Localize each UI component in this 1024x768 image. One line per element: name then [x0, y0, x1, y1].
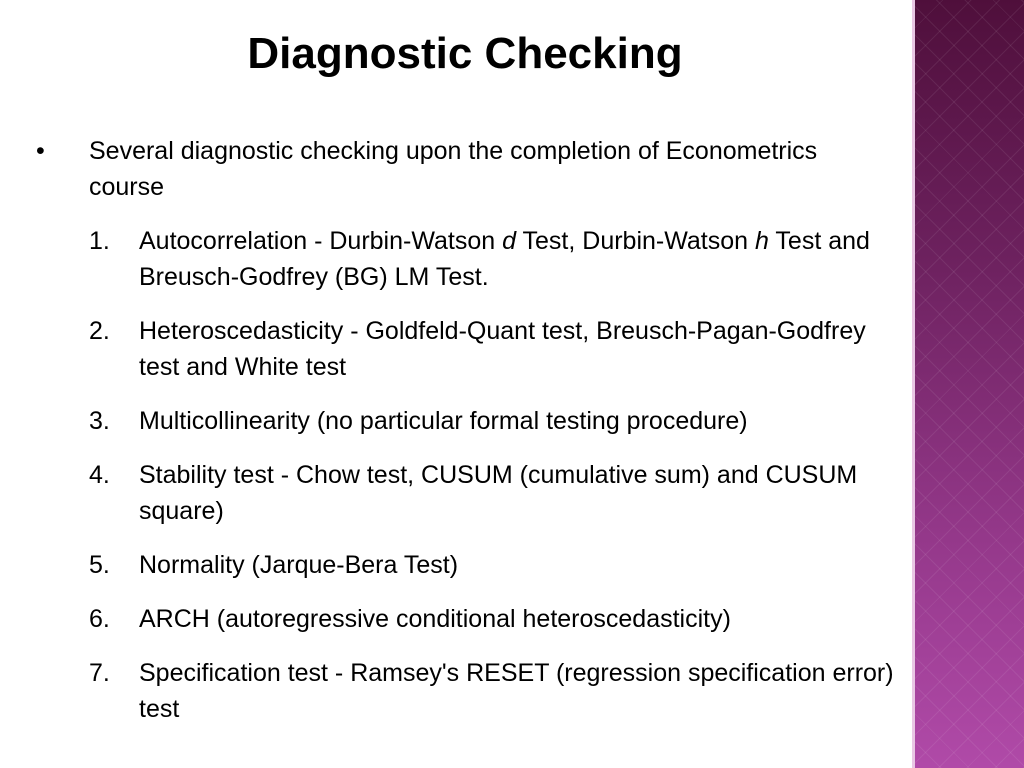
list-item-number: 5. — [89, 551, 110, 579]
list-item-text: Normality (Jarque-Bera Test) — [139, 551, 459, 579]
list-item-text: Multicollinearity (no particular formal testing procedure) — [139, 407, 748, 435]
list-item-text: Heteroscedasticity - Goldfeld-Quant test, Breusch-Pagan-Godfrey test and White test — [139, 317, 866, 381]
bullet-mark: • — [36, 137, 45, 165]
diagnostic-test-list — [36, 223, 896, 727]
list-item-italic: h — [755, 227, 769, 255]
intro-bullet — [36, 133, 896, 205]
list-item-number: 2. — [89, 317, 110, 345]
list-item-number: 4. — [89, 461, 110, 489]
list-item — [89, 223, 896, 295]
list-item-text: Specification test - Ramsey's RESET (regression specification error) test — [139, 659, 894, 723]
slide-content — [36, 133, 896, 745]
side-panel-edge — [912, 0, 915, 768]
list-item-text-part: Test and Breusch-Godfrey (BG) LM Test. — [139, 227, 870, 291]
list-item — [89, 655, 896, 727]
list-item-text — [139, 223, 896, 295]
list-item — [89, 547, 896, 583]
slide-title: Diagnostic Checking — [247, 29, 683, 78]
list-item-number: 3. — [89, 407, 110, 435]
list-item-text-part: Autocorrelation - Durbin-Watson — [139, 227, 503, 255]
list-item-number: 1. — [89, 227, 110, 255]
list-item — [89, 457, 896, 529]
decorative-side-panel — [912, 0, 1024, 768]
intro-bullet-text: Several diagnostic checking upon the completion of Econometrics course — [89, 137, 818, 201]
list-item — [89, 403, 896, 439]
list-item — [89, 313, 896, 385]
list-item-text: Stability test - Chow test, CUSUM (cumulative sum) and CUSUM square) — [139, 461, 858, 525]
list-item-number: 7. — [89, 659, 110, 687]
list-item — [89, 601, 896, 637]
list-item-text-part: Test, Durbin-Watson — [516, 227, 756, 255]
list-item-number: 6. — [89, 605, 110, 633]
list-item-text: ARCH (autoregressive conditional heteroscedasticity) — [139, 605, 731, 633]
list-item-italic: d — [502, 227, 517, 255]
